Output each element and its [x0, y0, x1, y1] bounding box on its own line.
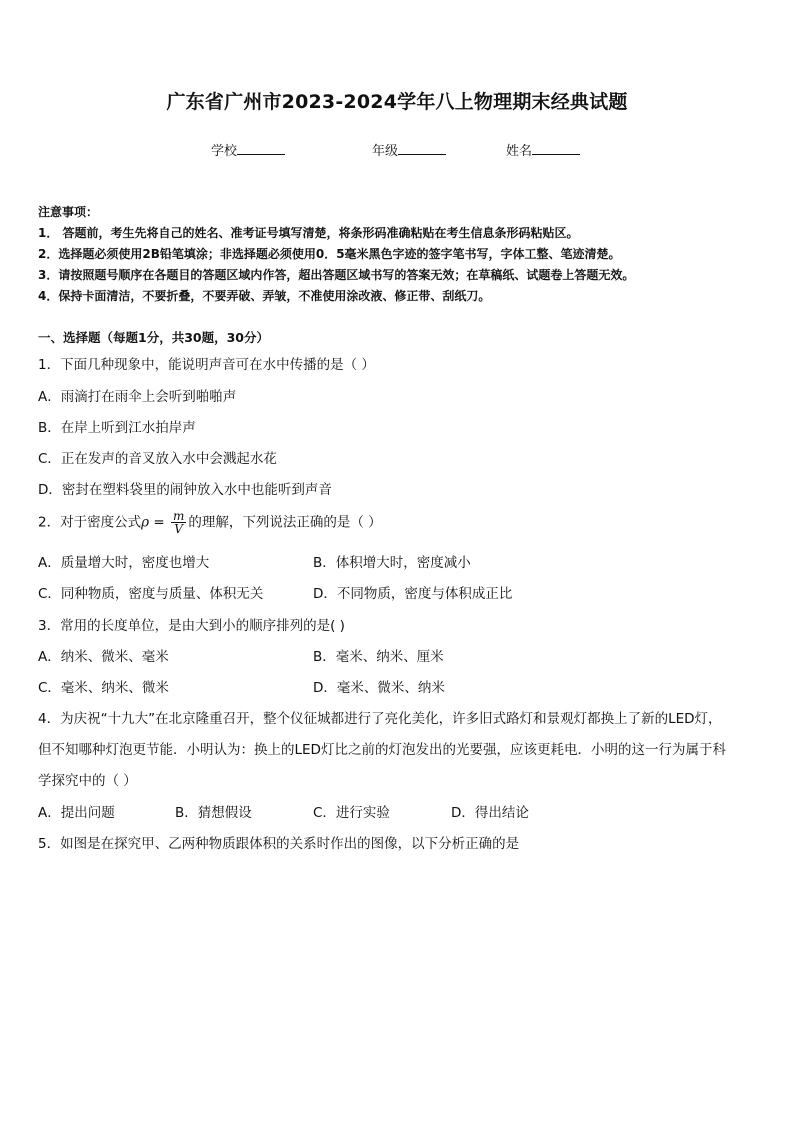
- question-4-line: 学探究中的（ ）: [38, 773, 137, 789]
- question-1-stem: 1．下面几种现象中，能说明声音可在水中传播的是（ ）: [38, 357, 375, 373]
- question-4-option-c: C．进行实验: [313, 805, 390, 821]
- fraction-numerator: m: [172, 509, 185, 523]
- question-3-option-d: D．毫米、微米、纳米: [313, 680, 445, 696]
- notes-heading: 注意事项：: [38, 205, 99, 219]
- fraction-denominator: V: [174, 522, 183, 536]
- question-1-option-c: C．正在发声的音叉放入水中会溅起水花: [38, 451, 277, 467]
- school-blank: [237, 142, 285, 155]
- note-item: 2．选择题必须使用2B铅笔填涂；非选择题必须使用0．5毫米黑色字迹的签字笔书写，字体工整、笔迹清楚。: [38, 247, 621, 261]
- name-label: 姓名: [506, 144, 533, 159]
- name-blank: [532, 142, 580, 155]
- question-4-option-b: B．猜想假设: [175, 805, 252, 821]
- note-item: 3．请按照题号顺序在各题目的答题区域内作答，超出答题区域书写的答案无效；在草稿纸、试题卷上答题无效。: [38, 268, 635, 282]
- density-fraction: [171, 510, 186, 535]
- school-label: 学校: [211, 144, 238, 159]
- question-1-option-b: B．在岸上听到江水拍岸声: [38, 420, 196, 436]
- grade-field: [372, 140, 446, 159]
- section-heading: 一、选择题（每题1分，共30题，30分）: [38, 330, 269, 345]
- question-5-stem: 5．如图是在探究甲、乙两种物质跟体积的关系时作出的图像，以下分析正确的是: [38, 836, 520, 852]
- name-field: [506, 140, 580, 159]
- question-2-stem: [38, 510, 382, 535]
- question-2-option-c: C．同种物质，密度与质量、体积无关: [38, 586, 264, 602]
- question-3-option-a: A．纳米、微米、毫米: [38, 649, 169, 665]
- question-4-option-a: A．提出问题: [38, 805, 115, 821]
- question-2-prefix: 2．对于密度公式: [38, 514, 142, 531]
- question-3-option-b: B．毫米、纳米、厘米: [313, 649, 444, 665]
- question-2-option-a: A．质量增大时，密度也增大: [38, 555, 210, 571]
- page-title: 广东省广州市2023-2024学年八上物理期末经典试题: [166, 91, 628, 113]
- question-3-stem: 3．常用的长度单位，是由大到小的顺序排列的是( ): [38, 618, 345, 634]
- question-2-option-d: D．不同物质，密度与体积成正比: [313, 586, 513, 602]
- question-2-suffix: 的理解，下列说法正确的是（ ）: [188, 514, 382, 531]
- note-item: 1． 答题前，考生先将自己的姓名、准考证号填写清楚，将条形码准确粘贴在考生信息条形码粘贴区。: [38, 226, 579, 240]
- question-4-line: 4．为庆祝“十九大”在北京隆重召开，整个仪征城都进行了亮化美化，许多旧式路灯和景观灯都换上了新的LED灯，: [38, 711, 722, 727]
- school-field: [211, 140, 285, 159]
- question-4-option-d: D．得出结论: [451, 805, 529, 821]
- question-2-option-b: B．体积增大时，密度减小: [313, 555, 471, 571]
- question-4-line: 但不知哪种灯泡更节能．小明认为：换上的LED灯比之前的灯泡发出的光要强，应该更耗电．小明的这一行为属于科: [38, 742, 726, 758]
- question-1-option-d: D．密封在塑料袋里的闹钟放入水中也能听到声音: [38, 482, 332, 498]
- question-1-option-a: A．雨滴打在雨伞上会听到啪啪声: [38, 389, 237, 405]
- question-3-option-c: C．毫米、纳米、微米: [38, 680, 169, 696]
- note-item: 4．保持卡面清洁，不要折叠，不要弄破、弄皱，不准使用涂改液、修正带、刮纸刀。: [38, 289, 491, 303]
- equals-sign: =: [149, 514, 169, 531]
- density-symbol: ρ: [141, 514, 150, 531]
- grade-label: 年级: [372, 144, 399, 159]
- grade-blank: [398, 142, 446, 155]
